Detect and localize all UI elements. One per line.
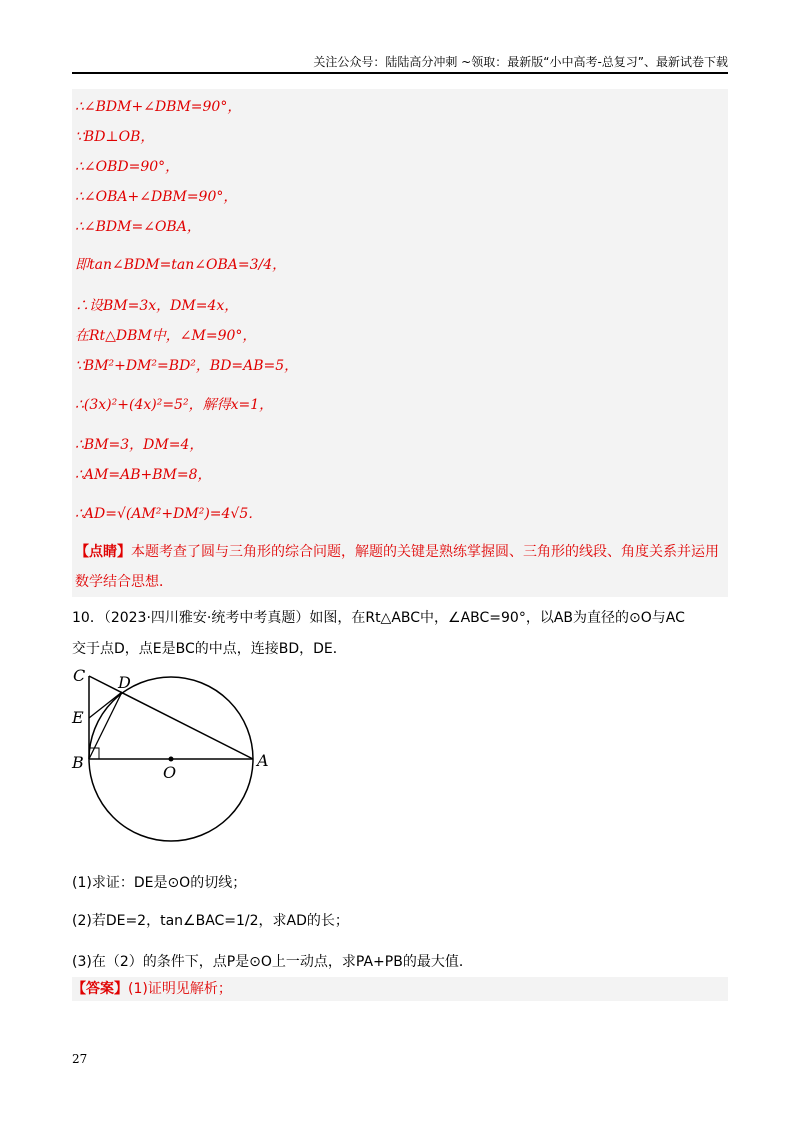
insight-text: 本题考查了圆与三角形的综合问题，解题的关键是熟练掌握圆、三角形的线段、角度关系并运用数学结合思想．	[75, 544, 719, 590]
solution-line: ∴∠OBA+∠DBM=90°，	[75, 189, 238, 205]
solution-block	[72, 89, 728, 597]
solution-line: ∴∠BDM=∠OBA，	[75, 219, 201, 235]
solution-line: ∴(3x)²+(4x)²=5²，解得x=1，	[75, 397, 274, 413]
solution-line: ∴AD=√(AM²+DM²)=4√5．	[75, 506, 263, 522]
question-part2: (2)若DE=2，tan∠BAC=1/2，求AD的长；	[72, 913, 349, 929]
answer-tag: 【答案】	[72, 981, 128, 997]
label-e: E	[72, 708, 84, 727]
label-o: O	[163, 763, 177, 782]
center-point	[169, 757, 174, 762]
insight-tag: 【点睛】	[75, 544, 131, 560]
label-c: C	[73, 666, 86, 685]
question-part1: (1)求证：DE是⊙O的切线；	[72, 875, 247, 891]
question-stem-line2: 交于点D，点E是BC的中点，连接BD，DE．	[72, 641, 347, 657]
solution-line: ∴AM=AB+BM=8，	[75, 467, 212, 483]
solution-line: 在Rt△DBM中，∠M=90°，	[75, 328, 257, 344]
label-d: D	[118, 673, 131, 692]
label-b: B	[72, 753, 84, 772]
segment-ca	[89, 676, 253, 759]
answer-block	[72, 977, 728, 1001]
solution-line: ∵BM²+DM²=BD²，BD=AB=5，	[75, 358, 299, 374]
question-stem-line1: 10．（2023·四川雅安·统考中考真题）如图，在Rt△ABC中，∠ABC=90°，以AB为直径的⊙O与AC	[72, 610, 685, 626]
insight-comment	[75, 537, 725, 597]
geometry-figure	[68, 662, 288, 862]
solution-line: ∵BD⊥OB，	[75, 129, 155, 145]
answer-text: (1)证明见解析；	[128, 981, 232, 997]
header-rule	[72, 72, 728, 74]
page-number: 27	[72, 1052, 88, 1066]
page-header: 关注公众号：陆陆高分冲刺 ~领取：最新版“小中高考-总复习”、最新试卷下载	[313, 55, 728, 69]
solution-line: ∴BM=3，DM=4，	[75, 437, 204, 453]
solution-line: ∴∠OBD=90°，	[75, 159, 180, 175]
segment-bd	[89, 692, 122, 759]
label-a: A	[257, 751, 269, 770]
solution-line: ∴设BM=3x，DM=4x，	[75, 298, 239, 314]
solution-line: 即tan∠BDM=tan∠OBA=3/4，	[75, 257, 287, 273]
solution-line: ∴∠BDM+∠DBM=90°，	[75, 99, 242, 115]
question-part3: (3)在（2）的条件下，点P是⊙O上一动点，求PA+PB的最大值．	[72, 954, 473, 970]
segment-de	[89, 692, 122, 718]
